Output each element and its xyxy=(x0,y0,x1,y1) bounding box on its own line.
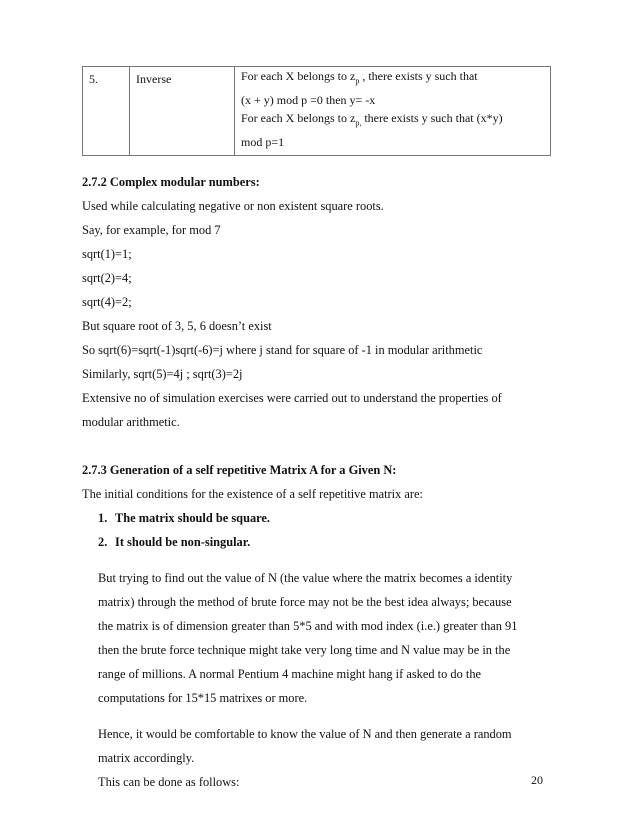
property-name: Inverse xyxy=(130,67,235,156)
paragraph-line: sqrt(2)=4; xyxy=(82,271,132,285)
paragraph-line: But trying to find out the value of N (the value where the matrix becomes a identity xyxy=(98,571,513,585)
list-item: 2. It should be non-singular. xyxy=(98,535,251,549)
paragraph-line: Used while calculating negative or non existent square roots. xyxy=(82,199,384,213)
paragraph-line: sqrt(4)=2; xyxy=(82,295,132,309)
paragraph-line: matrix) through the method of brute force may not be the best idea always; because xyxy=(98,595,512,609)
paragraph-line: But square root of 3, 5, 6 doesn’t exist xyxy=(82,319,272,333)
paragraph-line: matrix accordingly. xyxy=(98,751,195,765)
list-item: 1. The matrix should be square. xyxy=(98,511,271,525)
paragraph-line: The initial conditions for the existence of a self repetitive matrix are: xyxy=(82,487,423,501)
paragraph-line: So sqrt(6)=sqrt(-1)sqrt(-6)=j where j stand for square of -1 in modular arithmetic xyxy=(82,343,483,357)
paragraph-line: modular arithmetic. xyxy=(82,415,180,429)
page-number: 20 xyxy=(531,773,543,787)
paragraph-line: This can be done as follows: xyxy=(98,775,240,789)
paragraph-line: sqrt(1)=1; xyxy=(82,247,132,261)
paragraph-line: computations for 15*15 matrixes or more. xyxy=(98,691,308,705)
row-number: 5. xyxy=(83,67,130,156)
paragraph-line: Extensive no of simulation exercises were carried out to understand the properties of xyxy=(82,391,502,405)
properties-table xyxy=(82,66,551,156)
paragraph-line: Say, for example, for mod 7 xyxy=(82,223,221,237)
paragraph-line: then the brute force technique might take very long time and N value may be in the xyxy=(98,643,511,657)
paragraph-line: range of millions. A normal Pentium 4 machine might hang if asked to do the xyxy=(98,667,482,681)
table-row xyxy=(83,67,551,156)
property-definition: For each X belongs to $z_p$ , there exists y such that (x + y) mod p =0 then y= -x For each X belongs to $z_{p,}$ there exists y such that (x*y) mod p=1 xyxy=(235,67,551,156)
paragraph-line: Similarly, sqrt(5)=4j ; sqrt(3)=2j xyxy=(82,367,243,381)
section-heading: 2.7.2 Complex modular numbers: xyxy=(82,175,260,189)
paragraph-line: the matrix is of dimension greater than 5*5 and with mod index (i.e.) greater than 91 xyxy=(98,619,518,633)
section-heading: 2.7.3 Generation of a self repetitive Matrix A for a Given N: xyxy=(82,463,397,477)
paragraph-line: Hence, it would be comfortable to know the value of N and then generate a random xyxy=(98,727,512,741)
